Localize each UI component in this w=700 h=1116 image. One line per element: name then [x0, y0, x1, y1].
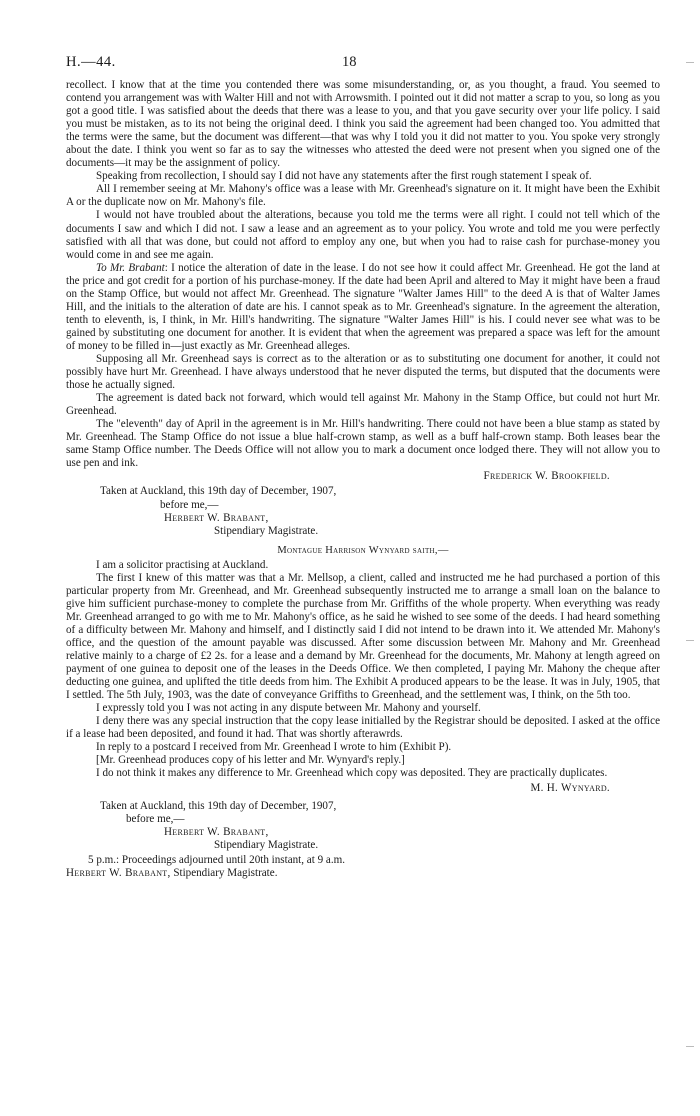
margin-mark: [686, 1046, 694, 1047]
paragraph: [Mr. Greenhead produces copy of his letter and Mr. Wynyard's reply.]: [96, 754, 405, 767]
adjournment-time: 5 p.m.:: [88, 853, 120, 866]
adjournment-text: Proceedings adjourned until 20th instant, at 9 a.m.: [121, 853, 345, 866]
addressee-label: To Mr. Brabant: [96, 261, 165, 274]
witness-signature: Frederick W. Brookfield.: [483, 470, 610, 483]
before-me-line: before me,—: [160, 498, 219, 511]
magistrate-title: Stipendiary Magistrate.: [173, 866, 278, 879]
paragraph: recollect. I know that at the time you contended there was some misunderstanding, or, as you thought, a fraud. You seemed to contend you arrangement was with Walter Hill and not with Arrowsmith. I pointed out it did not matter a scrap to you, so long as you got a good title. I was satisfied about the deeds that there was a lease to you, and that you gave security over your life policy. I said you must be mistaken, as to its not being the original deed. I think you said the agreement had been changed too. You admitted that the terms were the same, but the document was different—that was why I told you it did not matter to you. You spoke very strongly about the date. I think you went so far as to say the witnesses who attested the deed were not present when you signed one of the documents—it may be the assignment of policy.: [66, 79, 660, 170]
paragraph: I do not think it makes any difference to Mr. Greenhead which copy was deposited. They are practically duplicates.: [96, 767, 608, 780]
paragraph: All I remember seeing at Mr. Mahony's office was a lease with Mr. Greenhead's signature on it. It might have been the Exhibit A or the duplicate now on Mr. Mahony's file.: [66, 183, 660, 209]
witness-signature: M. H. Wynyard.: [530, 782, 610, 795]
margin-mark: [686, 640, 694, 641]
paragraph-to-brabant: [66, 262, 660, 353]
before-me-line: before me,—: [126, 812, 185, 825]
page-number: 18: [342, 54, 357, 70]
paragraph: Supposing all Mr. Greenhead says is correct as to the alteration or as to substituting one document for another, it could not possibly have hurt Mr. Greenhead. I have always understood that he never disputed the terms, but disputed that the documents were those he actually signed.: [66, 352, 660, 392]
page-header: [66, 56, 662, 74]
adjournment-line: [66, 854, 660, 867]
magistrate-title: Stipendiary Magistrate.: [214, 524, 319, 537]
magistrate-title: Stipendiary Magistrate.: [214, 838, 319, 851]
document-reference: H.—44.: [66, 54, 116, 70]
paragraph-text: : I notice the alteration of date in the lease. I do not see how it could affect Mr. Greenhead. He got the land at the price and got credit for a portion of his purchase-money. If the date had been April and altered to May it might have been a fraud on the Stamp Office, but would not affect Mr. Greenhead. The signature "Walter James Hill" to the deed A is that of Walter James Hill, and the initials to the alteration of date are his. I cannot speak as to Mr. Greenhead's signature. In the agreement the alteration, tenth to eleventh, is, I think, in Mr. Hill's handwriting. The signature "Walter James Hill" is his. I could never see what was to be gained by substituting one document for another. It is evident that when the agreement was prepared a space was left for the amount of money to be filled in—just exactly as Mr. Greenhead alleges.: [66, 261, 661, 352]
document-body: [66, 79, 660, 880]
witness-heading: Montague Harrison Wynyard saith,—: [277, 544, 449, 556]
paragraph: I am a solicitor practising at Auckland.: [96, 558, 269, 571]
paragraph: The agreement is dated back not forward, which would tell against Mr. Mahony in the Stamp Office, but could not hurt Mr. Greenhead.: [66, 392, 660, 418]
magistrate-name: Herbert W. Brabant,: [164, 511, 269, 524]
paragraph: I would not have troubled about the alterations, because you told me the terms were all right. I could not tell which of the documents I saw and which I did not. I saw a lease and an agreement as to your policy. You wrote and told me you were perfectly satisfied with all that was done, but could not afford to employ any one, but when you had to raise cash for purchase-money you would come in and see me again.: [66, 209, 660, 261]
paragraph: I deny there was any special instruction that the copy lease initialled by the Registrar should be deposited. I asked at the office if a lease had been deposited, and found it had. That was shortly afterawrds.: [66, 715, 660, 741]
paragraph: I expressly told you I was not acting in any dispute between Mr. Mahony and yourself.: [96, 702, 481, 715]
paragraph: The first I knew of this matter was that a Mr. Mellsop, a client, called and instructed me he had purchased a portion of this particular property from Mr. Greenhead, and Mr. Greenhead subsequently instructed me to arrange a small loan on the balance to give him sufficient purchase-money to complete the purchase from Mr. Griffiths of the whole property. When everything was ready Mr. Greenhead arranged to go with me to Mr. Mahony's office, as he said he wished to see some of the deeds. I had heard something of a difficulty between Mr. Mahony and himself, and I distinctly said I did not intend to be drawn into it. We attended Mr. Mahony's office, and the question of the amount payable was discussed. After some discussion between Mr. Mahony and Mr. Greenhead relative mainly to a charge of £2 2s. for a lease and a demand by Mr. Greenhead for the documents, Mr. Mahony at length agreed on payment of one guinea to deposit one of the leases in the Deeds Office. We then completed, I paying Mr. Mahony the cheque after deducting one guinea, and uplifted the title deeds from him. The Exhibit A produced appears to be the lease. It was in July, 1905, that I settled. The 5th July, 1903, was the date of conveyance Griffiths to Greenhead, and the settlement was, I think, on the 5th too.: [66, 571, 660, 702]
margin-mark: [686, 62, 694, 63]
taken-at-line: Taken at Auckland, this 19th day of December, 1907,: [100, 799, 337, 812]
taken-at-line: Taken at Auckland, this 19th day of December, 1907,: [100, 485, 337, 498]
magistrate-name: Herbert W. Brabant,: [66, 866, 171, 879]
paragraph: The "eleventh" day of April in the agreement is in Mr. Hill's handwriting. There could not have been a blue stamp as stated by Mr. Greenhead. The Stamp Office do not issue a blue half-crown stamp, as well as a buff half-crown stamp. Both leases bear the same Stamp Office number. The Deeds Office will not allow you to mark a document once lodged there. They will not allow you to use pen and ink.: [66, 418, 660, 470]
final-signature-line: [66, 867, 660, 880]
magistrate-name: Herbert W. Brabant,: [164, 825, 269, 838]
paragraph: Speaking from recollection, I should say I did not have any statements after the first rough statement I speak of.: [96, 170, 592, 183]
paragraph: In reply to a postcard I received from Mr. Greenhead I wrote to him (Exhibit P).: [96, 741, 452, 754]
